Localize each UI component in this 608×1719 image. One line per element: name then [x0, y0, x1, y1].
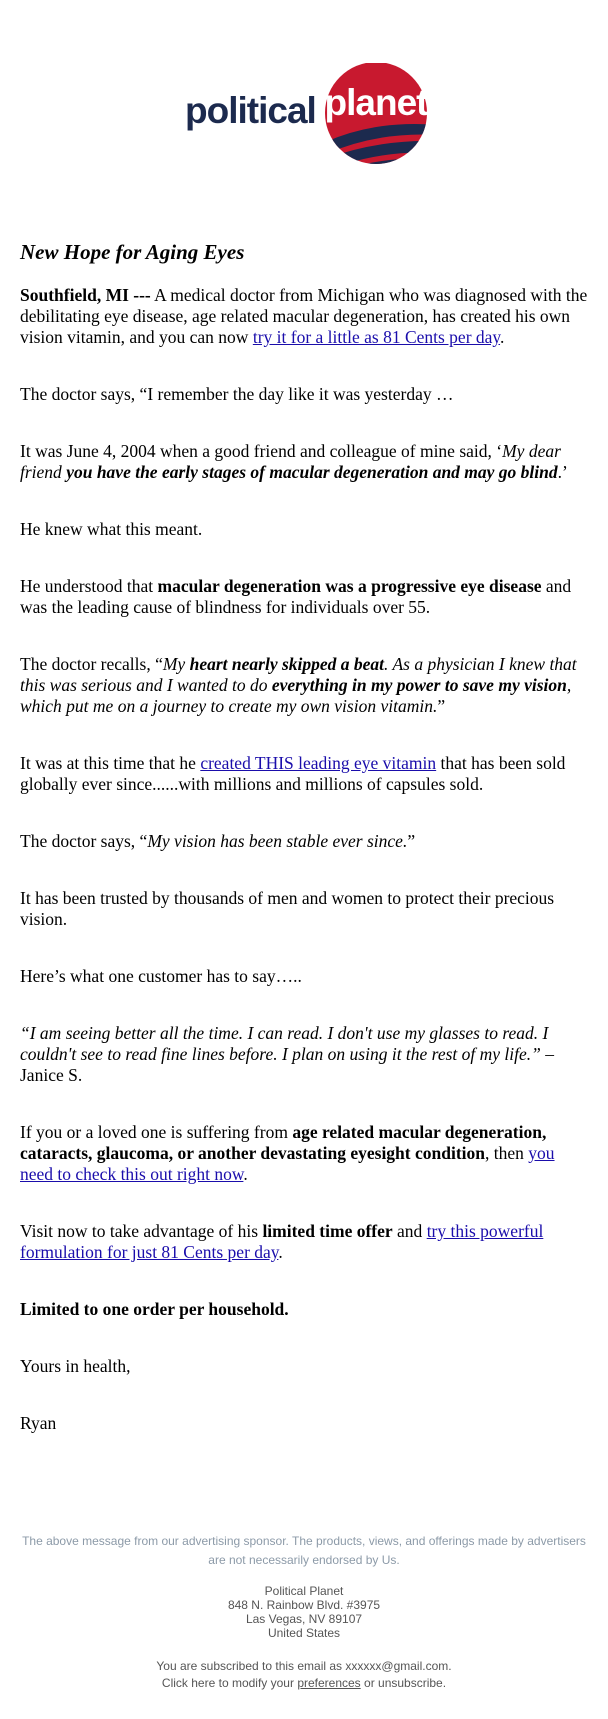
subscribed-email-text: You are subscribed to this email as xxxxxx@gmail.com.	[156, 1659, 452, 1673]
advertiser-disclaimer: The above message from our advertising sponsor. The products, views, and offerings made by advertisers are not necessarily endorsed by Us.	[22, 1534, 586, 1567]
paragraph-suffering: If you or a loved one is suffering from age related macular degeneration, cataracts, glaucoma, or another devastating eyesight condition, then you need to check this out right now.	[20, 1122, 555, 1184]
header	[0, 0, 608, 180]
check-this-out-link[interactable]: you need to check this out right now	[20, 1143, 555, 1184]
signature-name: Ryan	[20, 1413, 57, 1433]
address-city: Las Vegas, NV 89107	[245, 1612, 363, 1626]
company-address	[12, 1584, 596, 1640]
logo-word-planet: planet	[324, 82, 428, 123]
planet-globe-icon	[320, 63, 432, 171]
try-formulation-link[interactable]: try this powerful formulation for just 81 Cents per day	[20, 1221, 544, 1262]
preferences-link[interactable]: preferences	[297, 1676, 361, 1690]
dateline: Southfield, MI ---	[20, 285, 151, 305]
paragraph-knew-meaning: He knew what this meant.	[20, 519, 203, 539]
email-footer	[0, 1532, 608, 1692]
testimonial-author: – Janice S.	[20, 1044, 555, 1085]
company-name: Political Planet	[264, 1584, 344, 1598]
testimonial-quote: “I am seeing better all the time. I can read. I don't use my glasses to read. I couldn't see to read fine lines before. I plan on using it the rest of my life.”	[20, 1023, 549, 1064]
paragraph-doctor-recalls: The doctor recalls, “My heart nearly skipped a beat. As a physician I knew that this was serious and I wanted to do everything in my power to save my vision, which put me on a journey to create my own vision vitamin.”	[20, 654, 577, 716]
paragraph-trusted: It has been trusted by thousands of men and women to protect their precious vision.	[20, 888, 555, 929]
paragraph-created-vitamin: It was at this time that he created THIS leading eye vitamin that has been sold globally ever since......with millions and millions of capsules sold.	[20, 753, 566, 794]
created-vitamin-link[interactable]: created THIS leading eye vitamin	[200, 753, 437, 773]
paragraph-june-2004: It was June 4, 2004 when a good friend and colleague of mine said, ‘My dear friend you have the early stages of macular degeneration and may go blind.’	[20, 441, 568, 482]
logo-word-political: political	[185, 90, 316, 131]
headline: New Hope for Aging Eyes	[20, 240, 245, 264]
testimonial	[20, 1023, 588, 1086]
paragraph-limited: Limited to one order per household.	[20, 1299, 289, 1319]
modify-preferences-text: Click here to modify your preferences or unsubscribe.	[161, 1676, 447, 1690]
paragraph-customer-intro: Here’s what one customer has to say…..	[20, 966, 302, 986]
paragraph-visit-now: Visit now to take advantage of his limited time offer and try this powerful formulation for just 81 Cents per day.	[20, 1221, 544, 1262]
try-it-link[interactable]: try it for a little as 81 Cents per day	[252, 327, 501, 347]
political-planet-logo[interactable]	[185, 63, 445, 171]
article-body	[0, 240, 608, 1434]
address-street: 848 N. Rainbow Blvd. #3975	[227, 1598, 381, 1612]
paragraph-doctor-says: The doctor says, “I remember the day like it was yesterday …	[20, 384, 454, 404]
paragraph-understood: He understood that macular degeneration was a progressive eye disease and was the leading cause of blindness for individuals over 55.	[20, 576, 572, 617]
subscription-info	[12, 1658, 596, 1692]
sign-off: Yours in health,	[20, 1356, 131, 1376]
paragraph-vision-stable: The doctor says, “My vision has been stable ever since.”	[20, 831, 416, 851]
address-country: United States	[267, 1626, 341, 1640]
intro-paragraph: Southfield, MI --- A medical doctor from Michigan who was diagnosed with the debilitating eye disease, age related macular degeneration, has created his own vision vitamin, and you can now try it for a little as 81 Cents per day.	[20, 285, 588, 347]
